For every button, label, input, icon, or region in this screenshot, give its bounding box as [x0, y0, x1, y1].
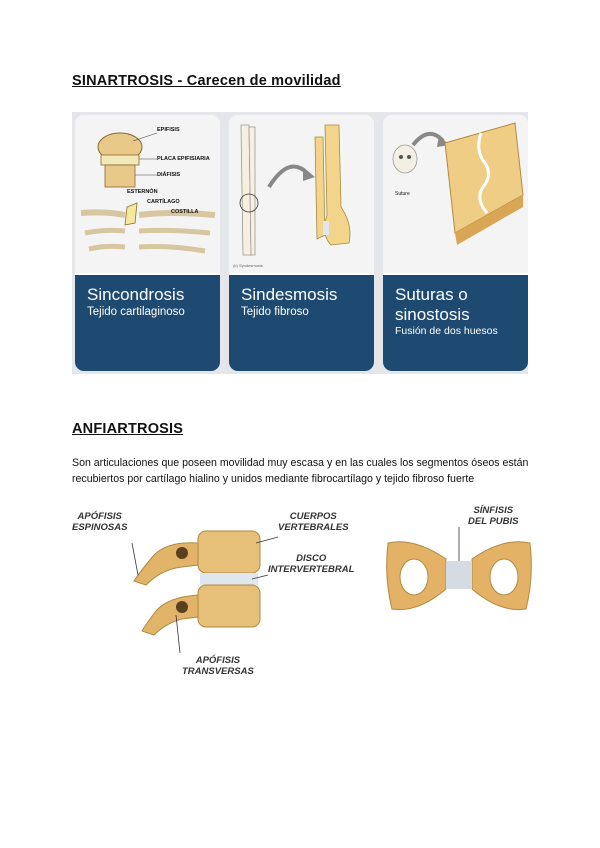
label-disco-intervertebral: DISCO INTERVERTEBRAL — [268, 553, 355, 575]
label-placa: PLACA EPIFISIARIA — [157, 156, 210, 162]
panel-band — [75, 275, 220, 371]
sinartrosis-figure — [72, 112, 528, 374]
sincondrosis-illustration — [75, 115, 220, 273]
heading-anfiartrosis: ANFIARTROSIS — [72, 421, 184, 437]
label-cuerpos-vertebrales: CUERPOS VERTEBRALES — [278, 511, 349, 533]
panel-title: Suturas o sinostosis — [395, 285, 470, 324]
panel-sindesmosis — [229, 115, 374, 371]
panel-subtitle: Fusión de dos huesos — [395, 325, 498, 337]
panel-subtitle: Tejido cartilaginoso — [87, 306, 185, 318]
panel-title: Sincondrosis — [87, 285, 185, 304]
panel-sincondrosis — [75, 115, 220, 371]
label-sinfisis-pubis: SÍNFISIS DEL PUBIS — [468, 505, 519, 527]
anfiartrosis-paragraph: Son articulaciones que poseen movilidad muy escasa y en las cuales los segmentos óseos están recubiertos por cartílago hialino y unidos mediante fibrocartílago y tejido fibroso fuerte — [72, 457, 529, 485]
suture-caption: Suture — [395, 191, 410, 197]
panel-band — [383, 275, 528, 371]
panel-title: Sindesmosis — [241, 285, 338, 304]
vertebrae-figure — [72, 503, 372, 687]
sindesmosis-caption: (b) Syndesmosis — [233, 263, 263, 268]
panel-subtitle: Tejido fibroso — [241, 306, 309, 318]
label-apofisis-espinosas: APÓFISIS ESPINOSAS — [72, 511, 128, 533]
label-costilla: COSTILLA — [171, 209, 199, 215]
label-diafisis: DIÁFISIS — [157, 172, 181, 178]
pubis-figure — [384, 503, 534, 643]
sindesmosis-illustration — [229, 115, 374, 273]
label-cartilago: CARTÍLAGO — [147, 199, 180, 205]
heading-sinartrosis: SINARTROSIS - Carecen de movilidad — [72, 73, 341, 89]
label-apofisis-transversas: APÓFISIS TRANSVERSAS — [182, 655, 254, 677]
panel-band — [229, 275, 374, 371]
suturas-illustration — [383, 115, 528, 273]
label-epifisis: EPIFISIS — [157, 127, 180, 133]
label-esternon: ESTERNÓN — [127, 189, 158, 195]
panel-suturas — [383, 115, 528, 371]
